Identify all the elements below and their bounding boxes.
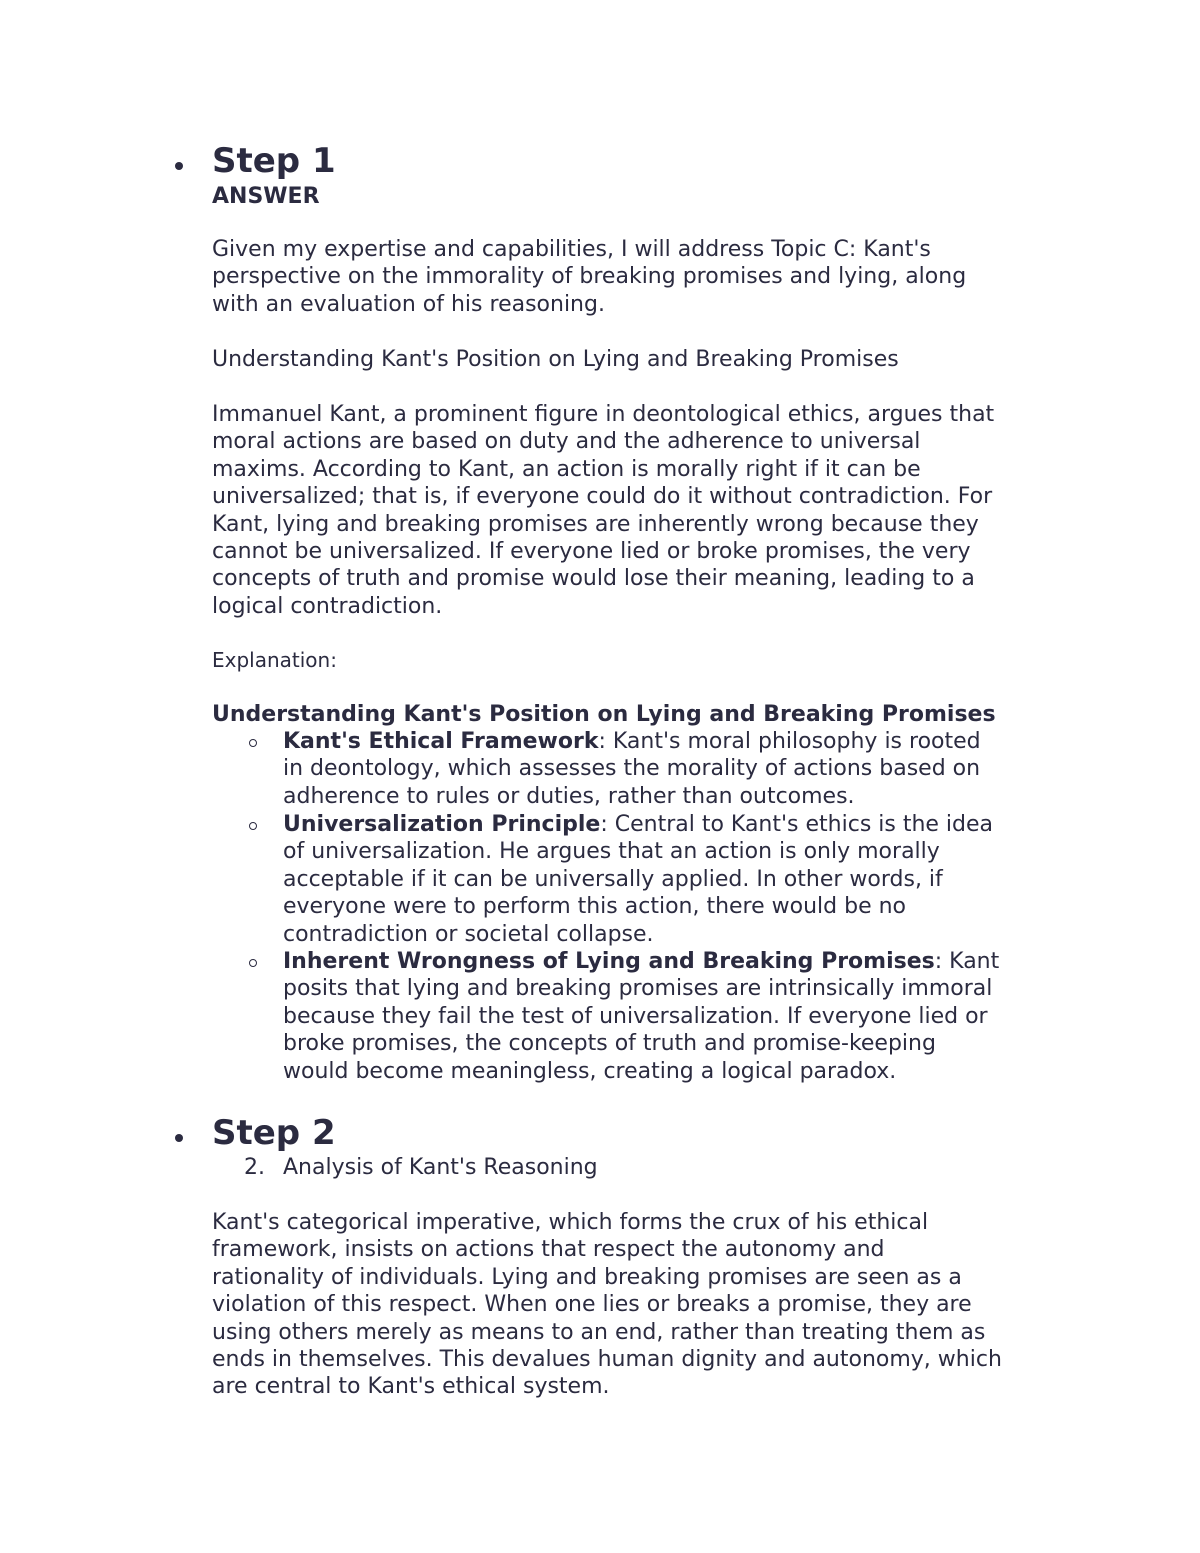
step1-title: Step 1 (212, 141, 336, 181)
sub-item-inherent-wrongness (283, 948, 1083, 1085)
numbered-index: 2. (244, 1155, 265, 1180)
sub-item-line: contradiction or societal collapse. (283, 921, 654, 947)
sub-bullet-circle (249, 959, 257, 967)
section-heading-plain (212, 346, 1072, 373)
sub-item-text: : Central to Kant's ethics is the idea (600, 812, 994, 837)
paragraph-line: Immanuel Kant, a prominent figure in deontological ethics, argues that (212, 402, 995, 427)
numbered-text: Analysis of Kant's Reasoning (283, 1155, 598, 1180)
sub-item-universalization (283, 811, 1083, 948)
paragraph-line: ends in themselves. This devalues human dignity and autonomy, which (212, 1347, 1002, 1373)
paragraph-line: logical contradiction. (212, 593, 443, 619)
paragraph-line: universalized; that is, if everyone could do it without contradiction. For (212, 484, 993, 510)
sub-item-term: Inherent Wrongness of Lying and Breaking Promises (283, 949, 935, 974)
step2-bullet (175, 1134, 183, 1142)
paragraph-line: cannot be universalized. If everyone lied or broke promises, the very (212, 539, 971, 565)
sub-item-line: acceptable if it can be universally applied. In other words, if (283, 866, 943, 892)
sub-bullet-circle (249, 822, 257, 830)
paragraph-line: are central to Kant's ethical system. (212, 1374, 610, 1400)
paragraph-line: Kant's categorical imperative, which forms the crux of his ethical (212, 1210, 929, 1235)
sub-bullet-circle (249, 739, 257, 747)
sub-item-line: adherence to rules or duties, rather than outcomes. (283, 783, 855, 809)
section-heading-bold (212, 701, 1072, 728)
paragraph-line: concepts of truth and promise would lose their meaning, leading to a (212, 566, 975, 592)
analysis-paragraph (212, 1209, 1072, 1401)
paragraph-line: Kant, lying and breaking promises are inherently wrong because they (212, 511, 979, 537)
sub-item-line: because they fail the test of universalization. If everyone lied or (283, 1003, 988, 1029)
sub-item-line: would become meaningless, creating a logical paradox. (283, 1058, 897, 1084)
intro-line: perspective on the immorality of breaking promises and lying, along (212, 264, 967, 290)
section-heading-text: Understanding Kant's Position on Lying and Breaking Promises (212, 347, 899, 372)
sub-item-text: : Kant (934, 949, 1000, 974)
sub-item-term: Kant's Ethical Framework (283, 729, 599, 754)
paragraph-line: rationality of individuals. Lying and breaking promises are seen as a (212, 1264, 962, 1290)
section-heading-bold-text: Understanding Kant's Position on Lying and Breaking Promises (212, 702, 996, 727)
step1-bullet (175, 162, 183, 170)
paragraph-line: using others merely as means to an end, rather than treating them as (212, 1319, 986, 1345)
intro-line: with an evaluation of his reasoning. (212, 291, 605, 317)
sub-item-line: posits that lying and breaking promises are intrinsically immoral (283, 976, 993, 1002)
sub-item-text: : Kant's moral philosophy is rooted (598, 729, 981, 754)
sub-item-line: broke promises, the concepts of truth and promise-keeping (283, 1031, 936, 1057)
sub-item-ethical-framework (283, 728, 1083, 810)
paragraph-line: framework, insists on actions that respect the autonomy and (212, 1237, 885, 1263)
sub-item-line: of universalization. He argues that an action is only morally (283, 839, 940, 865)
intro-line: Given my expertise and capabilities, I will address Topic C: Kant's (212, 237, 931, 262)
sub-item-line: everyone were to perform this action, there would be no (283, 894, 907, 920)
step2-title: Step 2 (212, 1113, 336, 1153)
answer-label: ANSWER (212, 184, 320, 209)
explanation-label: Explanation: (212, 648, 337, 672)
intro-paragraph (212, 236, 1072, 318)
numbered-heading (244, 1154, 598, 1181)
paragraph-line: violation of this respect. When one lies or breaks a promise, they are (212, 1292, 972, 1318)
kant-paragraph (212, 401, 1072, 620)
sub-item-line: in deontology, which assesses the morality of actions based on (283, 756, 981, 782)
paragraph-line: maxims. According to Kant, an action is morally right if it can be (212, 456, 921, 482)
sub-item-term: Universalization Principle (283, 812, 601, 837)
paragraph-line: moral actions are based on duty and the adherence to universal (212, 429, 921, 455)
